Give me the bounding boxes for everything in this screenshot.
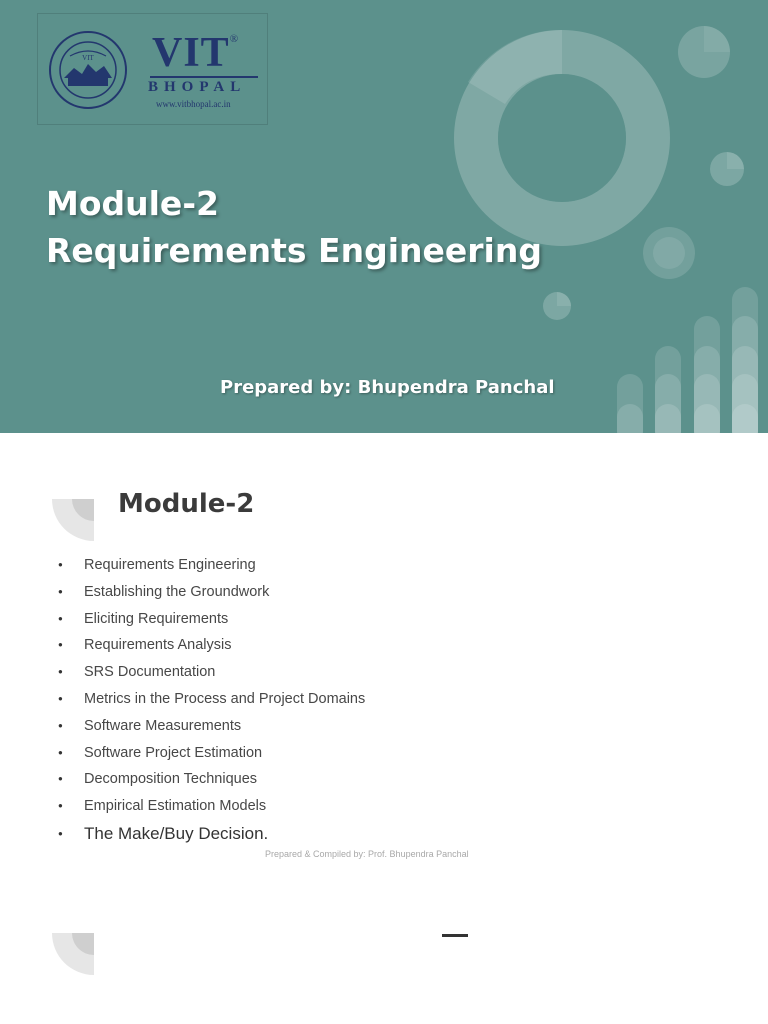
logo-url: www.vitbhopal.ac.in: [156, 99, 231, 109]
logo-vit-text: VIT®: [152, 30, 240, 76]
contents-slide: [0, 433, 768, 1024]
dash-divider: [442, 934, 468, 937]
list-item: ● SRS Documentation: [58, 662, 365, 689]
logo-rule: [150, 76, 258, 78]
contents-title: Module-2: [118, 489, 255, 519]
list-item: ● Eliciting Requirements: [58, 609, 365, 636]
dot-icon: [543, 292, 571, 320]
list-item: ● Metrics in the Process and Project Domains: [58, 689, 365, 716]
svg-text:VIT: VIT: [82, 54, 94, 62]
slide-title: [46, 180, 542, 274]
list-item: ● Software Measurements: [58, 716, 365, 743]
list-item: ● Establishing the Groundwork: [58, 582, 365, 609]
title-slide: [0, 0, 768, 433]
pie-icon-small: [710, 152, 744, 186]
title-line-2: Requirements Engineering: [46, 231, 542, 270]
ring-icon: [643, 227, 695, 279]
footer-credit: Prepared & Compiled by: Prof. Bhupendra Panchal: [265, 849, 469, 859]
vit-bhopal-logo: [37, 13, 268, 125]
quarter-circle-icon: [52, 499, 96, 543]
bar-chart-decoration: [617, 287, 758, 433]
list-item: ● Requirements Analysis: [58, 635, 365, 662]
list-item: ● Requirements Engineering: [58, 555, 365, 582]
list-item: ● Decomposition Techniques: [58, 769, 365, 796]
pie-icon-large: [678, 26, 730, 78]
quarter-circle-icon: [52, 933, 96, 977]
list-item: ● The Make/Buy Decision.: [58, 823, 365, 850]
prepared-by: Prepared by: Bhupendra Panchal: [220, 377, 555, 398]
list-item: ● Software Project Estimation: [58, 743, 365, 770]
title-line-1: Module-2: [46, 184, 219, 223]
list-item: ● Empirical Estimation Models: [58, 796, 365, 823]
logo-campus-text: BHOPAL: [148, 79, 247, 95]
university-seal-icon: [48, 28, 128, 112]
topic-list: [58, 555, 365, 850]
